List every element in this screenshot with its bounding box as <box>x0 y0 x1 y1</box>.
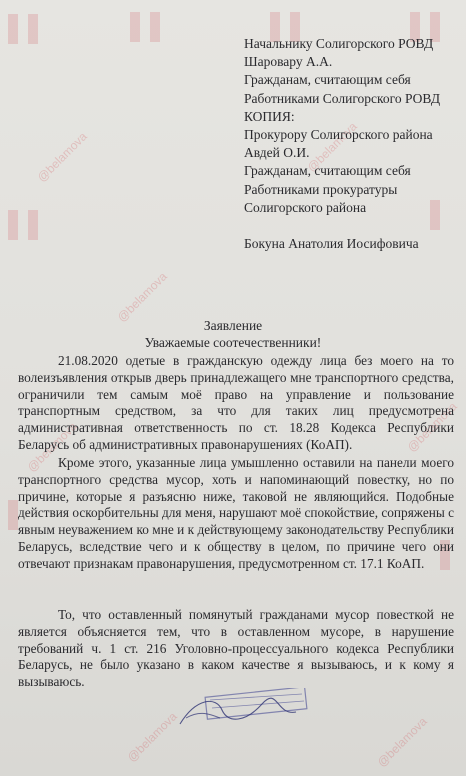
watermark-mark <box>8 500 18 530</box>
stamp-seal <box>176 688 316 728</box>
addressee-line: Авдей О.И. <box>244 145 310 161</box>
watermark-mark <box>8 210 18 240</box>
watermark-text: @belamova <box>124 709 180 765</box>
greeting: Уважаемые соотечественники! <box>144 335 322 350</box>
addressee-line: Работниками прокуратуры <box>244 181 398 197</box>
document-title: Заявление <box>203 318 263 333</box>
watermark-text: @belamova <box>24 419 80 475</box>
watermark-text: @belamova <box>374 714 430 770</box>
watermark-mark <box>8 14 18 44</box>
body-paragraph: Кроме этого, указанные лица умышленно оставили на панели моего транспортного средства мусор, хоть и напоминающий повестку, но по причине, которые я разъясню ниже, таковой не являющийся. Подобные действия оскорбительны для меня, нарушают моё спокойствие, сопряжены с явным неуважением ко мне и к действующему законодательству Республики Беларусь, вследствие чего и к обществу в целом, по причине чего они отвечают признакам правонарушения, предусмотренном ст. 17.1 КоАП. <box>18 455 454 571</box>
addressee-line: Прокурору Солигорского района <box>244 127 433 143</box>
addressee-line: Гражданам, считающим себя <box>244 163 411 179</box>
watermark-text: @belamova <box>34 129 90 185</box>
watermark-text: @belamova <box>304 119 360 175</box>
watermark-mark <box>28 14 38 44</box>
copy-label: КОПИЯ: <box>244 108 295 124</box>
addressee-line: Работниками Солигорского РОВД <box>244 90 441 106</box>
watermark-text: @belamova <box>404 399 460 455</box>
addressee-line: Шаровару А.А. <box>244 54 333 70</box>
watermark-mark <box>150 12 160 42</box>
addressee-line: Гражданам, считающим себя <box>244 72 411 88</box>
watermark-mark <box>130 12 140 42</box>
body-paragraph: 21.08.2020 одетые в гражданскую одежду лица без моего на то волеизъявления открыв дверь принадлежащего мне транспортного средства, ограничили тем самым моё право на управление и пользование транспортным средством, за что для таких лиц предусмотрена административная ответственность по ст. 18.28 Кодекса Республики Беларусь об административных правонарушениях (КоАП). <box>18 353 454 452</box>
addressee-block <box>244 35 464 217</box>
addressee-line: Солигорского района <box>244 199 367 215</box>
watermark-mark <box>28 210 38 240</box>
addressee-line: Начальнику Солигорского РОВД <box>244 36 434 51</box>
body-paragraph: То, что оставленный помянутый гражданами мусор повесткой не является объясняется тем, что в оставленном мусоре, в нарушение требований ч. 1 ст. 216 Уголовно-процессуального кодекса Республики Беларусь, не было указано в каком качестве я вызываюсь, и к кому я вызываюсь. <box>18 607 454 690</box>
author-name: Бокуна Анатолия Иосифовича <box>244 236 419 251</box>
watermark-text: @belamova <box>114 269 170 325</box>
